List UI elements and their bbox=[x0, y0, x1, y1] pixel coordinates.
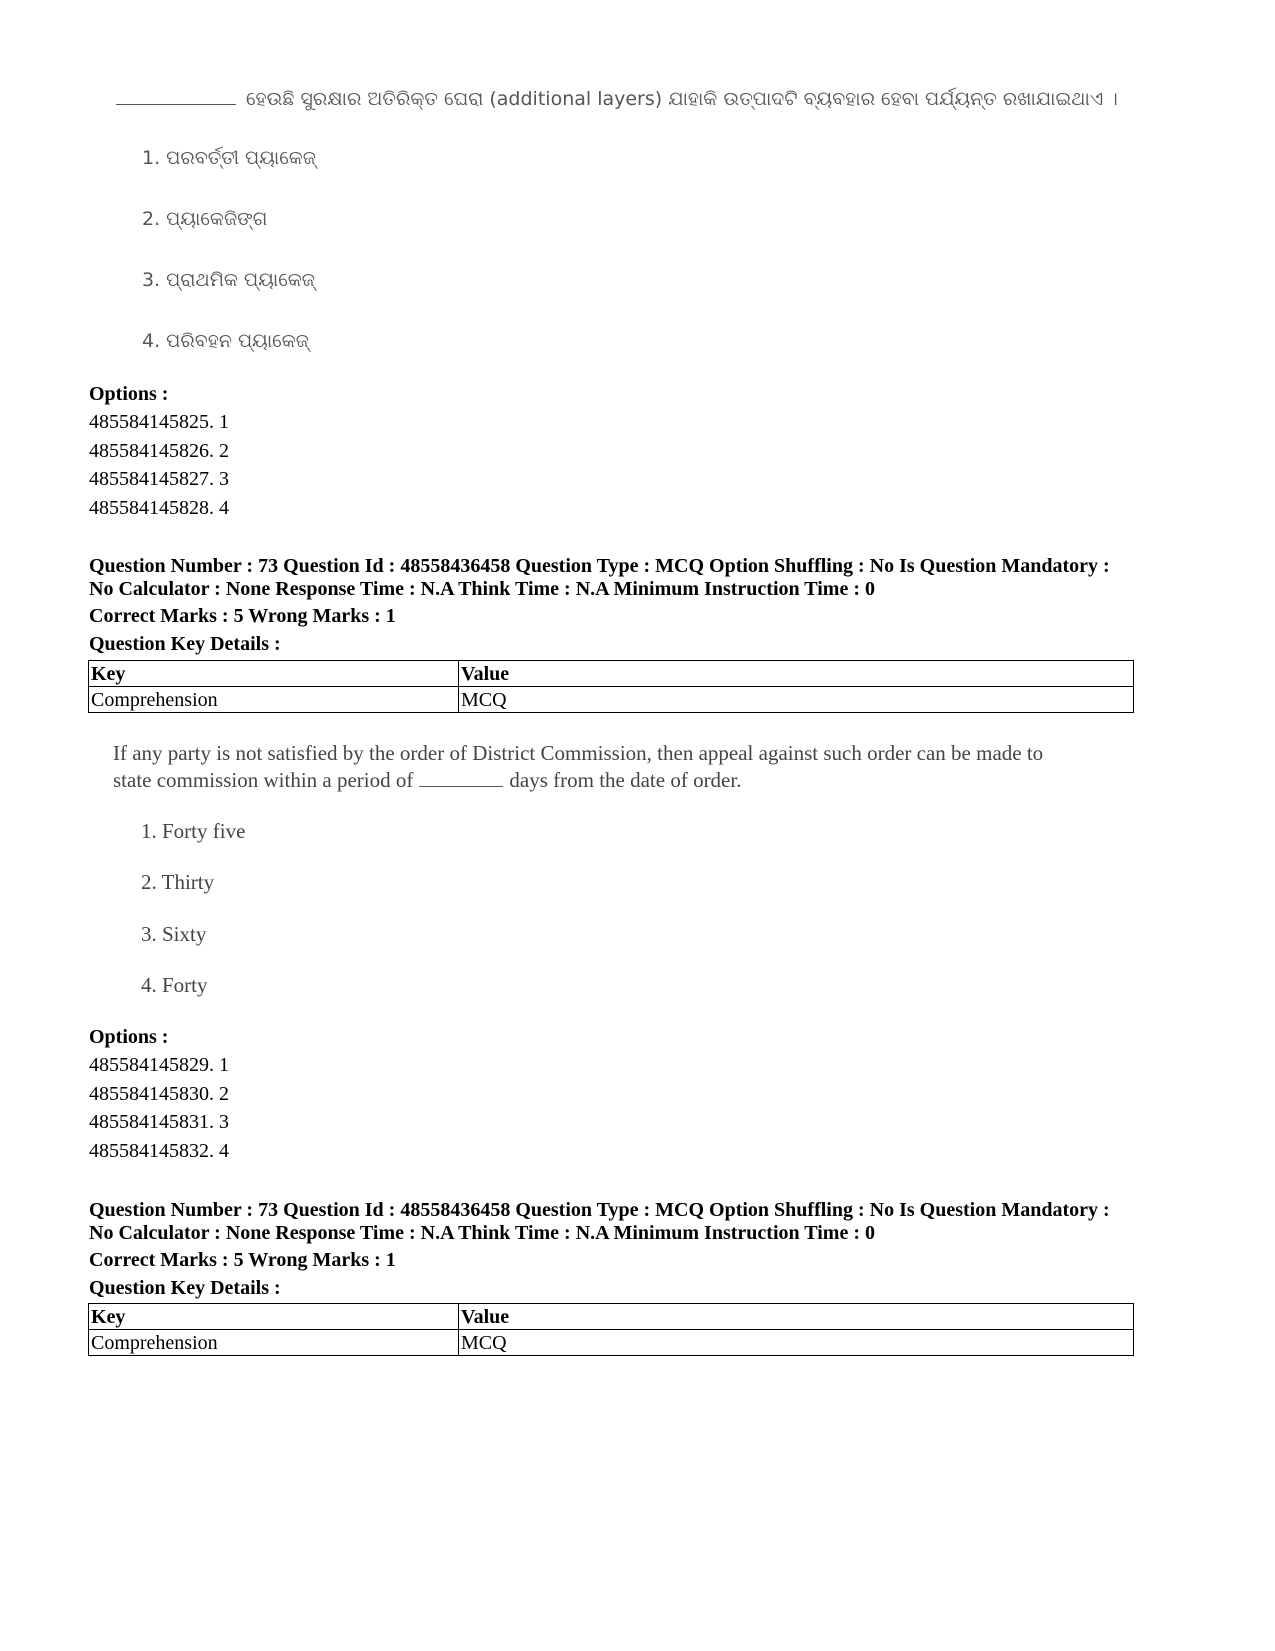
q73-options-label: Options : bbox=[89, 1026, 169, 1048]
table-cell-key: Comprehension bbox=[89, 687, 459, 713]
table-header-value: Value bbox=[459, 1304, 1134, 1330]
q74-meta-line-2: No Calculator : None Response Time : N.A Think Time : N.A Minimum Instruction Time : 0 bbox=[89, 1222, 875, 1244]
table-cell-value: MCQ bbox=[459, 687, 1134, 713]
q73-question-part-a: state commission within a period of bbox=[113, 768, 414, 792]
table-row bbox=[89, 687, 1134, 713]
option-item: 485584145832. 4 bbox=[89, 1139, 229, 1162]
q73-key-details-label: Question Key Details : bbox=[89, 633, 281, 655]
option-item: 485584145827. 3 bbox=[89, 468, 229, 490]
q72-options-label: Options : bbox=[89, 383, 169, 405]
q72-options-list bbox=[89, 408, 229, 522]
q72-choice-3: 3. ପ୍ରାଥମିକ ପ୍ୟାକେଜ୍ bbox=[142, 269, 315, 291]
option-item: 485584145830. 2 bbox=[89, 1082, 229, 1105]
q73-question-part-b: days from the date of order. bbox=[509, 768, 742, 792]
fill-blank bbox=[419, 770, 503, 787]
option-item: 485584145831. 3 bbox=[89, 1111, 229, 1133]
q73-choice-1: 1. Forty five bbox=[141, 819, 246, 843]
option-item: 485584145829. 1 bbox=[89, 1054, 229, 1076]
option-item: 485584145825. 1 bbox=[89, 411, 229, 433]
q73-meta-line-1: Question Number : 73 Question Id : 48558436458 Question Type : MCQ Option Shuffling : No Is Question Mandatory : bbox=[89, 555, 1110, 577]
question-72-suffix: ହେଉଛି ସୁରକ୍ଷାର ଅତିରିକ୍ତ ଘେରା (additional layers) ଯାହାକି ଉତ୍ପାଦଟି ବ୍ୟବହାର ହେବା ପର୍ଯ୍ୟନ୍ତ ରଖାଯାଇଥାଏ । bbox=[246, 88, 1118, 110]
table-row bbox=[89, 1330, 1134, 1356]
q73-key-table bbox=[88, 660, 1134, 713]
option-item: 485584145828. 4 bbox=[89, 496, 229, 519]
q72-choice-2: 2. ପ୍ୟାକେଜିଙ୍ଗ bbox=[142, 208, 268, 230]
q74-key-table bbox=[88, 1303, 1134, 1356]
q73-question-line-2 bbox=[113, 768, 741, 793]
q72-choice-4: 4. ପରିବହନ ପ୍ୟାକେଜ୍ bbox=[142, 330, 309, 352]
q72-choice-1: 1. ପରବର୍ତ୍ତୀ ପ୍ୟାକେଜ୍ bbox=[142, 147, 316, 169]
q73-meta-line-2: No Calculator : None Response Time : N.A Think Time : N.A Minimum Instruction Time : 0 bbox=[89, 578, 875, 600]
table-cell-key: Comprehension bbox=[89, 1330, 459, 1356]
q74-marks: Correct Marks : 5 Wrong Marks : 1 bbox=[89, 1249, 396, 1271]
q73-options-list bbox=[89, 1051, 229, 1165]
fill-blank bbox=[116, 86, 236, 105]
q74-meta-line-1: Question Number : 73 Question Id : 48558436458 Question Type : MCQ Option Shuffling : No Is Question Mandatory : bbox=[89, 1199, 1110, 1221]
q73-choice-2: 2. Thirty bbox=[141, 870, 215, 894]
q73-choice-3: 3. Sixty bbox=[141, 922, 207, 946]
table-header-value: Value bbox=[459, 661, 1134, 687]
table-header-row bbox=[89, 661, 1134, 687]
table-header-row bbox=[89, 1304, 1134, 1330]
table-cell-value: MCQ bbox=[459, 1330, 1134, 1356]
q73-question-line-1: If any party is not satisfied by the order of District Commission, then appeal against such order can be made to bbox=[113, 741, 1044, 765]
q73-choice-4: 4. Forty bbox=[141, 973, 208, 997]
question-72-text bbox=[116, 86, 1118, 110]
q73-marks: Correct Marks : 5 Wrong Marks : 1 bbox=[89, 605, 396, 627]
option-item: 485584145826. 2 bbox=[89, 439, 229, 462]
table-header-key: Key bbox=[89, 661, 459, 687]
table-header-key: Key bbox=[89, 1304, 459, 1330]
q74-key-details-label: Question Key Details : bbox=[89, 1277, 281, 1299]
